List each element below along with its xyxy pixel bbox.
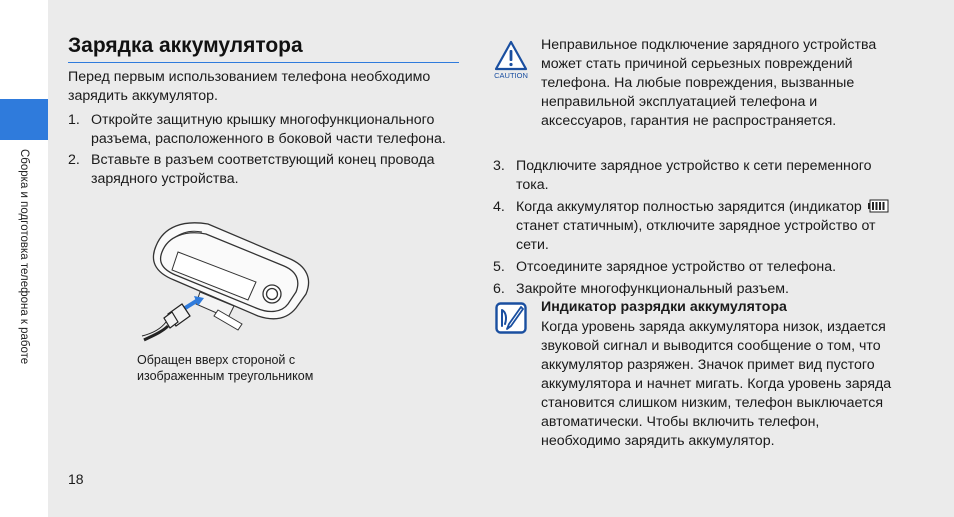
step-text: Закройте многофункциональный разъем.: [516, 281, 789, 297]
step-text: Откройте защитную крышку многофункционального разъема, расположенного в боковой части телефона.: [91, 112, 446, 147]
list-item: [493, 198, 893, 255]
note-icon: [495, 302, 527, 334]
step-text: Подключите зарядное устройство к сети переменного тока.: [516, 158, 872, 193]
list-item: [68, 111, 458, 149]
step-text-after: станет статичным), отключите зарядное устройство от сети.: [516, 218, 876, 253]
battery-full-icon: [868, 199, 890, 213]
list-item: [493, 258, 893, 277]
step-text: Отсоедините зарядное устройство от телефона.: [516, 259, 837, 275]
step-number: 3.: [493, 158, 505, 174]
steps-list-right: [493, 157, 893, 299]
list-item: [68, 151, 458, 189]
intro-paragraph: Перед первым использованием телефона необходимо зарядить аккумулятор.: [68, 69, 431, 104]
step-number: 5.: [493, 259, 505, 275]
image-caption: Обращен вверх стороной с изображенным треугольником: [137, 353, 314, 383]
step-number: 4.: [493, 199, 505, 215]
note-title: Индикатор разрядки аккумулятора: [541, 299, 787, 315]
page-title: Зарядка аккумулятора: [68, 34, 303, 57]
step-number: 6.: [493, 281, 505, 297]
title-underline: [68, 62, 459, 63]
step-number: 1.: [68, 112, 80, 128]
step-text: Вставьте в разъем соответствующий конец провода зарядного устройства.: [91, 152, 435, 187]
list-item: [493, 157, 893, 195]
note-text: Когда уровень заряда аккумулятора низок, издается звуковой сигнал и выводится сообщение о том, что аккумулятор разряжен. Значок примет вид пустого аккумулятора и начнет мигать. Когда уровень заряда становится слишком низким, телефон выключается автоматически. Чтобы включить телефон, необходимо зарядить аккумулятор.: [541, 319, 892, 449]
step-number: 2.: [68, 152, 80, 168]
caution-text: Неправильное подключение зарядного устройства может стать причиной серьезных повреждений телефона. На любые повреждения, вызванные неправильной эксплуатацией телефона и аксессуаров, гарантия не распространяется.: [541, 37, 877, 129]
phone-charging-illustration: [138, 218, 318, 348]
section-label-text: Сборка и подготовка телефона к работе: [18, 149, 30, 365]
steps-list-left: [68, 111, 458, 189]
sidebar: [0, 0, 48, 517]
caution-icon: [493, 40, 529, 80]
section-tab-marker: [0, 99, 48, 140]
caution-icon-label: CAUTION: [494, 71, 528, 80]
step-text-before: Когда аккумулятор полностью зарядится (индикатор: [516, 199, 862, 215]
page-number: 18: [68, 471, 84, 487]
list-item: [493, 280, 893, 299]
